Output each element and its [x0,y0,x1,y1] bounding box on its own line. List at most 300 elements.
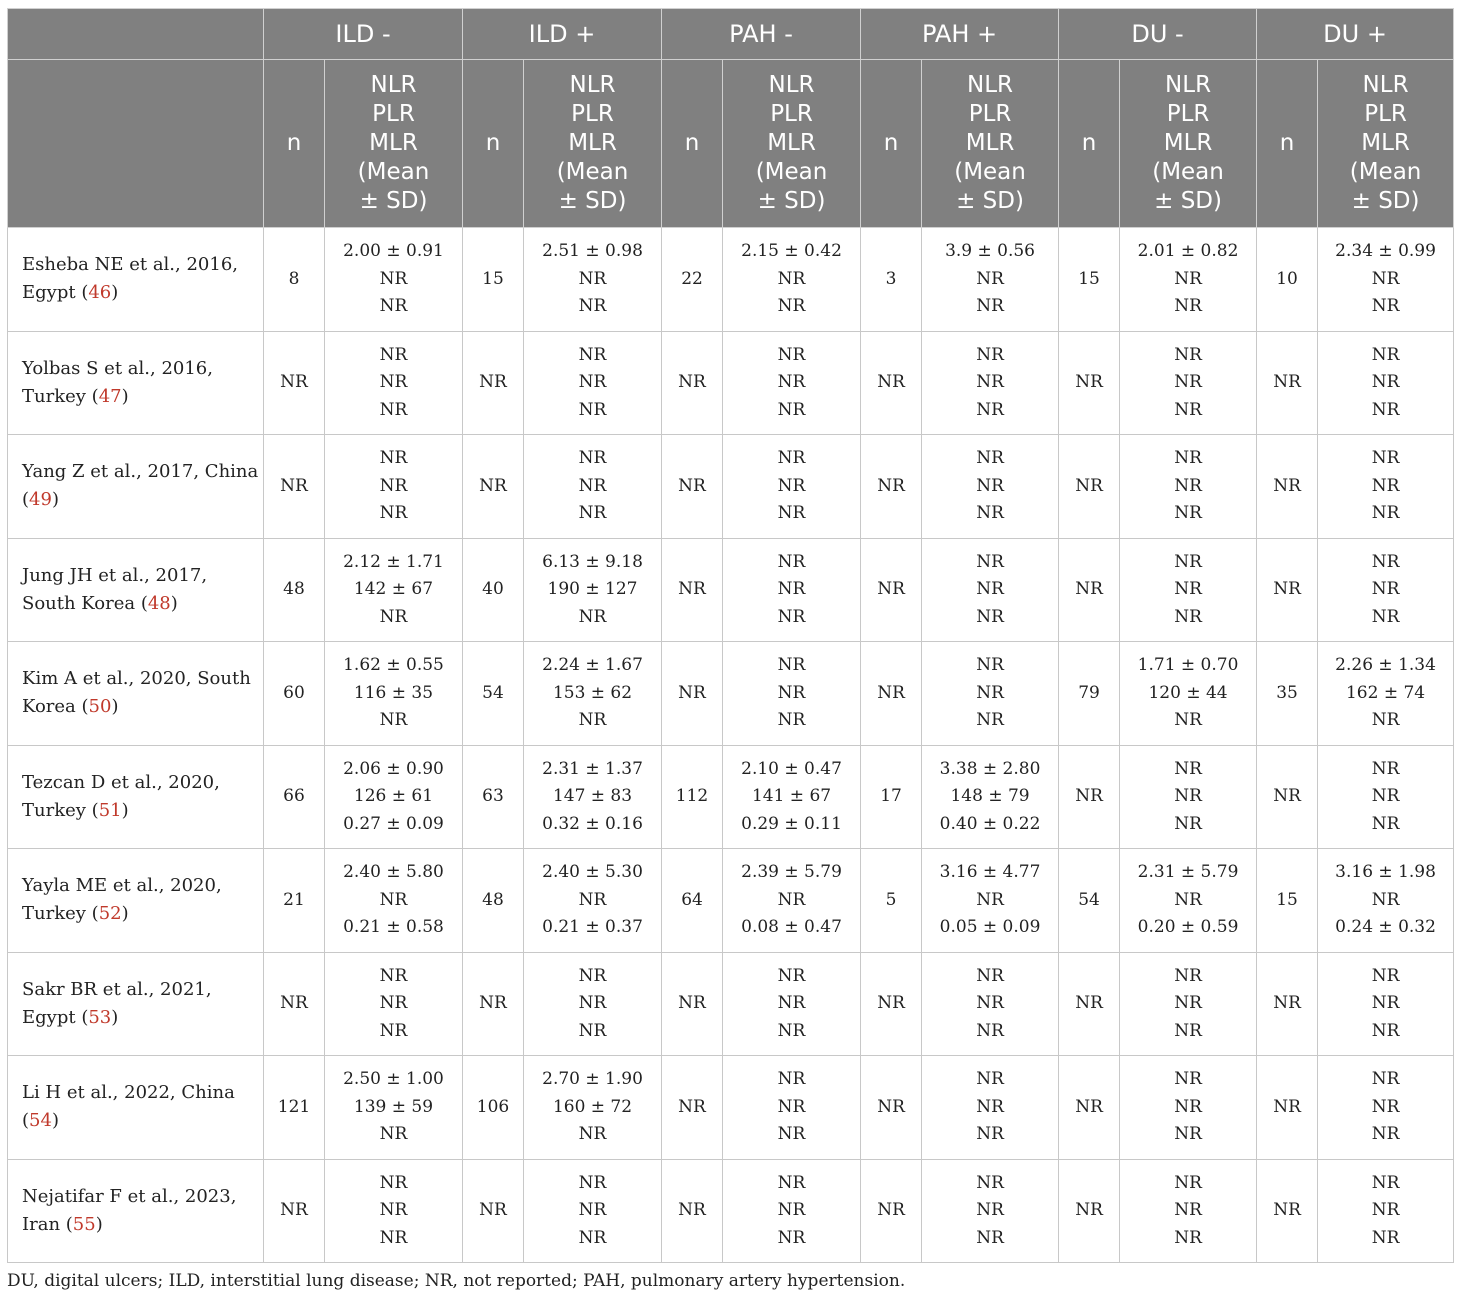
value-line: 0.21 ± 0.58 [343,917,444,937]
value-line: NR [1174,606,1202,627]
value-line: NR [976,344,1004,365]
table-row [8,228,1454,332]
value-header-line: (Mean [1152,159,1224,185]
values-cell [723,1159,861,1263]
value-line: NR [379,268,408,289]
value-header [922,60,1059,228]
value-line: NR [1174,344,1202,365]
n-cell: NR [662,1159,723,1263]
n-cell: NR [662,1056,723,1160]
values-cell [922,1056,1059,1160]
value-line: NR [976,503,1004,523]
value-line: 2.70 ± 1.90 [542,1069,643,1089]
n-cell: NR [264,1159,325,1263]
values-cell [325,538,463,642]
reference-link[interactable]: 48 [147,592,171,614]
value-line: NR [1371,786,1400,806]
value-line: 0.32 ± 0.16 [542,813,643,834]
value-line: 2.10 ± 0.47 [741,758,842,779]
value-line: 2.24 ± 1.67 [542,655,643,675]
study-cell: Yang Z et al., 2017, China (49) [8,435,264,539]
value-line: NR [578,344,607,365]
table-row [8,435,1454,539]
value-line: NR [1371,993,1400,1013]
reference-link[interactable]: 52 [98,903,122,925]
value-line: NR [1371,710,1400,730]
study-cell: Esheba NE et al., 2016, Egypt (46) [8,228,264,332]
values-cell [723,228,861,332]
value-line: 2.39 ± 5.79 [741,862,842,882]
value-header [1120,60,1257,228]
n-header: n [662,60,723,228]
value-line: 2.26 ± 1.34 [1335,655,1436,675]
reference-link[interactable]: 55 [72,1213,96,1235]
value-line: 0.24 ± 0.32 [1335,917,1436,937]
value-header-line: PLR [968,101,1012,127]
value-line: NR [1371,1124,1400,1144]
value-line: 2.50 ± 1.00 [343,1069,444,1089]
value-line: NR [976,1200,1004,1220]
n-cell: 63 [463,745,524,849]
n-cell: NR [1059,1159,1120,1263]
values-cell [1318,849,1454,953]
values-cell [524,228,662,332]
value-line: NR [578,710,607,730]
values-cell [325,1159,463,1263]
group-header: PAH - [662,9,861,60]
study-cell: Yolbas S et al., 2016, Turkey (47) [8,331,264,435]
study-name: Yayla ME et al., 2020, Turkey [22,875,222,925]
value-line: 0.29 ± 0.11 [741,813,842,834]
value-header-line: MLR [1163,130,1213,156]
value-line: NR [578,448,607,468]
values-cell [524,538,662,642]
value-line: NR [1371,606,1400,627]
value-line: NR [578,503,607,523]
value-line: NR [777,1172,806,1193]
table-footnote: DU, digital ulcers; ILD, interstitial lung disease; NR, not reported; PAH, pulmonary artery hypertension. [7,1271,906,1291]
n-header: n [264,60,325,228]
study-cell: Yayla ME et al., 2020, Turkey (52) [8,849,264,953]
value-header [723,60,861,228]
value-line: 2.01 ± 0.82 [1137,241,1239,261]
values-cell [1318,952,1454,1056]
value-line: 120 ± 44 [1148,682,1228,703]
value-line: 2.12 ± 1.71 [343,551,444,572]
n-cell: 22 [662,228,723,332]
study-name: Kim A et al., 2020, South Korea [22,668,251,718]
n-cell: NR [264,331,325,435]
value-line: 0.40 ± 0.22 [939,813,1041,834]
value-line: NR [379,399,408,420]
values-cell [1318,331,1454,435]
values-cell [1120,538,1257,642]
reference-link[interactable]: 54 [29,1110,52,1132]
value-header [325,60,463,228]
value-line: 2.51 ± 0.98 [542,241,643,261]
n-cell: 48 [463,849,524,953]
n-cell: 79 [1059,642,1120,746]
table-body [8,228,1454,1263]
values-cell [325,849,463,953]
value-line: NR [578,1020,607,1041]
n-cell: NR [861,331,922,435]
value-header-line: NLR [569,72,616,98]
reference-link[interactable]: 46 [88,282,112,304]
value-line: NR [1371,758,1400,779]
n-cell: NR [662,642,723,746]
results-table-container [7,8,1453,1263]
table-row [8,849,1454,953]
value-line: NR [1371,1096,1400,1117]
value-line: NR [1174,372,1202,392]
n-cell: 10 [1257,228,1318,332]
values-cell [1318,1159,1454,1263]
group-header: ILD + [463,9,662,60]
value-line: NR [379,372,408,392]
value-line: NR [1371,1227,1400,1248]
value-line: NR [578,1124,607,1144]
value-line: NR [379,993,408,1013]
table-row [8,538,1454,642]
values-cell [723,745,861,849]
n-cell: NR [264,435,325,539]
value-line: NR [1371,296,1400,316]
value-line: NR [777,344,806,365]
value-line: NR [976,1069,1004,1089]
n-cell: NR [662,435,723,539]
values-cell [524,1159,662,1263]
reference-link[interactable]: 49 [29,489,52,511]
value-line: NR [1174,993,1202,1013]
value-header [1318,60,1454,228]
values-cell [524,745,662,849]
value-line: NR [1174,1227,1202,1248]
values-cell [524,435,662,539]
value-line: 0.20 ± 0.59 [1137,917,1239,937]
values-cell [922,331,1059,435]
value-line: NR [1371,448,1400,468]
value-line: NR [578,1227,607,1248]
value-header-line: NLR [1165,72,1212,98]
n-cell: NR [1257,1056,1318,1160]
value-line: NR [1371,965,1400,986]
table-row [8,745,1454,849]
values-cell [723,1056,861,1160]
value-line: NR [1174,503,1202,523]
value-header-line: ± SD) [757,188,826,214]
value-line: NR [777,606,806,627]
value-header-line: ± SD) [1351,188,1420,214]
values-cell [1318,1056,1454,1160]
value-line: NR [976,1124,1004,1144]
value-line: NR [777,448,806,468]
value-line: NR [1371,579,1400,599]
n-cell: 21 [264,849,325,953]
n-cell: NR [861,1056,922,1160]
results-table [7,8,1454,1263]
value-line: NR [379,606,408,627]
value-line: NR [578,1200,607,1220]
values-cell [723,331,861,435]
value-line: NR [976,993,1004,1013]
values-cell [922,642,1059,746]
value-line: NR [777,372,806,392]
value-header-line: MLR [1361,130,1410,156]
value-header-line: ± SD) [359,188,428,214]
study-name: Sakr BR et al., 2021, Egypt [22,978,212,1028]
value-line: NR [379,448,408,468]
n-cell: NR [264,952,325,1056]
value-header-line: NLR [967,72,1014,98]
values-cell [325,228,463,332]
values-cell [1318,538,1454,642]
n-cell: 48 [264,538,325,642]
value-line: NR [1174,399,1202,420]
values-cell [1120,849,1257,953]
value-line: NR [1174,813,1202,834]
value-line: NR [777,296,806,316]
value-line: NR [1371,889,1400,910]
table-row [8,331,1454,435]
values-cell [1120,1159,1257,1263]
values-cell [524,849,662,953]
n-cell: NR [662,952,723,1056]
values-cell [524,1056,662,1160]
value-line: NR [777,503,806,523]
value-line: NR [578,1172,607,1193]
value-line: NR [1174,296,1202,316]
value-line: 141 ± 67 [751,786,832,806]
value-line: NR [1371,813,1400,834]
values-cell [922,1159,1059,1263]
reference-link[interactable]: 53 [88,1006,112,1028]
n-cell: NR [1257,952,1318,1056]
value-line: NR [976,268,1004,289]
values-cell [1120,1056,1257,1160]
n-cell: 3 [861,228,922,332]
value-line: NR [1371,344,1400,365]
study-name: Yolbas S et al., 2016, Turkey [22,357,213,407]
value-header-line: (Mean [954,159,1026,185]
study-name: Nejatifar F et al., 2023, Iran [22,1185,237,1235]
n-cell: 54 [1059,849,1120,953]
value-line: NR [1371,1069,1400,1089]
value-line: NR [976,710,1004,730]
value-line: 2.31 ± 5.79 [1137,862,1239,882]
value-line: 3.38 ± 2.80 [939,758,1041,779]
value-line: 6.13 ± 9.18 [542,551,643,572]
study-name: Yang Z et al., 2017, China [22,461,259,483]
value-line: NR [777,965,806,986]
value-line: NR [379,965,408,986]
values-cell [325,642,463,746]
value-line: NR [379,475,408,496]
value-line: NR [976,372,1004,392]
value-header-line: ± SD) [558,188,627,214]
value-line: NR [1174,1172,1202,1193]
values-cell [723,642,861,746]
values-cell [325,745,463,849]
n-header: n [861,60,922,228]
n-cell: NR [1257,331,1318,435]
value-line: NR [1174,758,1202,779]
value-line: NR [976,448,1004,468]
value-line: NR [777,993,806,1013]
value-line: NR [379,1227,408,1248]
n-cell: NR [861,1159,922,1263]
value-line: NR [777,1124,806,1144]
value-line: NR [777,579,806,599]
n-cell: 5 [861,849,922,953]
n-cell: NR [861,952,922,1056]
value-line: 148 ± 79 [950,786,1030,806]
value-line: NR [1174,1096,1202,1117]
value-line: NR [1371,399,1400,420]
n-header: n [1257,60,1318,228]
values-cell [524,331,662,435]
value-line: NR [379,1124,408,1144]
n-cell: NR [861,538,922,642]
values-cell [1120,435,1257,539]
values-cell [1318,642,1454,746]
reference-link[interactable]: 51 [98,799,122,821]
value-line: NR [777,1096,806,1117]
value-line: NR [777,399,806,420]
value-line: 3.9 ± 0.56 [945,241,1036,261]
group-header: PAH + [861,9,1059,60]
n-cell: NR [1257,745,1318,849]
value-line: NR [976,682,1004,703]
value-line: NR [578,399,607,420]
value-line: 116 ± 35 [353,682,434,703]
study-name: Esheba NE et al., 2016, Egypt [22,254,238,304]
value-line: NR [1371,1172,1400,1193]
value-header [524,60,662,228]
value-header-line: MLR [568,130,617,156]
value-line: NR [777,475,806,496]
value-line: NR [976,1096,1004,1117]
value-line: 1.62 ± 0.55 [343,655,444,675]
value-line: 126 ± 61 [353,786,434,806]
value-line: NR [976,1020,1004,1041]
values-cell [325,1056,463,1160]
value-line: NR [578,965,607,986]
group-header-row [8,9,1454,60]
n-cell: 64 [662,849,723,953]
value-header-line: (Mean [1349,159,1422,185]
n-cell: NR [662,331,723,435]
table-row [8,1159,1454,1263]
value-header-line: PLR [770,101,813,127]
values-cell [723,538,861,642]
values-cell [325,331,463,435]
n-cell: NR [662,538,723,642]
value-line: NR [379,344,408,365]
value-line: NR [379,296,408,316]
values-cell [325,952,463,1056]
value-line: NR [976,296,1004,316]
n-header: n [463,60,524,228]
value-line: 2.40 ± 5.30 [542,862,643,882]
value-line: 190 ± 127 [547,579,638,599]
study-name: Jung JH et al., 2017, South Korea [22,564,208,614]
n-cell: NR [1059,745,1120,849]
study-cell: Li H et al., 2022, China (54) [8,1056,264,1160]
value-line: NR [777,1227,806,1248]
n-cell: NR [463,1159,524,1263]
value-line: NR [777,1200,806,1220]
n-cell: NR [1059,435,1120,539]
value-header-line: (Mean [755,159,828,185]
value-line: NR [1174,786,1202,806]
value-line: NR [379,1172,408,1193]
table-row [8,952,1454,1056]
values-cell [922,435,1059,539]
value-line: NR [379,710,408,730]
table-row [8,1056,1454,1160]
value-line: 162 ± 74 [1345,682,1426,703]
value-line: 2.31 ± 1.37 [542,758,643,779]
value-line: NR [976,965,1004,986]
values-cell [1120,952,1257,1056]
value-line: NR [777,1069,806,1089]
values-cell [1318,435,1454,539]
value-line: NR [1174,1200,1202,1220]
value-line: NR [578,372,607,392]
n-cell: NR [463,952,524,1056]
value-line: 0.27 ± 0.09 [343,813,444,834]
value-header-line: ± SD) [1154,188,1222,214]
n-cell: NR [463,331,524,435]
n-cell: NR [861,642,922,746]
value-line: NR [976,889,1004,910]
value-line: 2.34 ± 0.99 [1335,241,1436,261]
value-line: NR [379,1200,408,1220]
study-cell: Tezcan D et al., 2020, Turkey (51) [8,745,264,849]
value-line: NR [1371,503,1400,523]
value-line: NR [578,268,607,289]
values-cell [325,435,463,539]
value-line: 0.05 ± 0.09 [939,917,1041,937]
n-cell: 15 [1257,849,1318,953]
value-line: 139 ± 59 [353,1096,434,1117]
n-cell: NR [1257,435,1318,539]
value-line: NR [777,682,806,703]
value-line: NR [976,579,1004,599]
values-cell [524,642,662,746]
value-line: 142 ± 67 [353,579,434,599]
n-cell: 66 [264,745,325,849]
n-cell: NR [1059,538,1120,642]
value-line: NR [976,1227,1004,1248]
sub-header-row [8,60,1454,228]
value-line: NR [976,475,1004,496]
values-cell [1120,745,1257,849]
value-line: NR [1174,965,1202,986]
values-cell [922,745,1059,849]
value-line: 2.00 ± 0.91 [343,241,444,261]
reference-link[interactable]: 47 [98,385,122,407]
value-header-line: MLR [965,130,1015,156]
n-cell: NR [1059,331,1120,435]
value-line: NR [1371,551,1400,572]
reference-link[interactable]: 50 [88,696,112,718]
group-header: DU - [1059,9,1257,60]
value-line: NR [1174,1069,1202,1089]
n-cell: NR [861,435,922,539]
value-line: NR [1174,1124,1202,1144]
